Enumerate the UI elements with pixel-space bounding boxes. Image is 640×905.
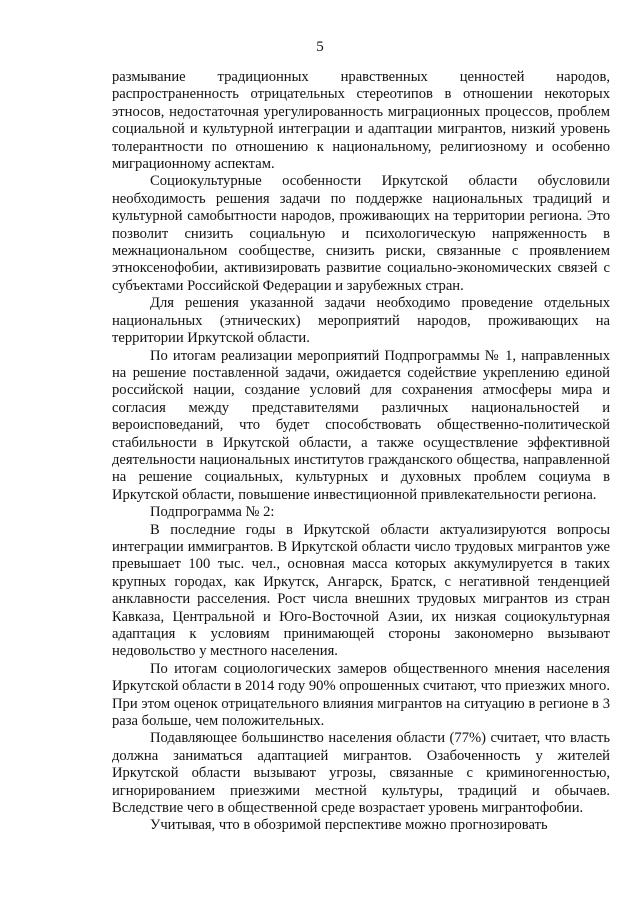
subprogram-2-heading: Подпрограмма № 2: (150, 504, 275, 521)
paragraph-2: Социокультурные особенности Иркутской области обусловили необходимость решения задачи по поддержке национальных традиций и культурной самобытности народов, проживающих на территории региона. Это позволит снизить социальную и психологическую напряженность в межнациональном сообществе, снизить риски, связанные с проявлением этноксенофобии, активизировать развитие социально-экономических связей с субъектами Российской Федерации и зарубежных стран. (112, 173, 610, 294)
paragraph-1: размывание традиционных нравственных ценностей народов, распространенность отрицательных стереотипов в отношении некоторых этносов, недостаточная урегулированность миграционных процессов, проблем социальной и культурной интеграции и адаптации мигрантов, низкий уровень толерантности по отношению к национальному, религиозному и особенно миграционному аспектам. (112, 69, 610, 173)
paragraph-4: По итогам реализации мероприятий Подпрограммы № 1, направленных на решение поставленной задачи, ожидается содействие укреплению единой российской нации, создание условий для сохранения атмосферы мира и согласия между представителями различных национальностей и вероисповеданий, что будет способствовать общественно-политической стабильности в Иркутской области, а также осуществление эффективной деятельности национальных институтов гражданского общества, направленной на решение социальных, культурных и духовных проблем социума в Иркутской области, повышение инвестиционной привлекательности региона. (112, 347, 610, 503)
paragraph-9: Учитывая, что в обозримой перспективе можно прогнозировать (150, 817, 548, 834)
paragraph-6: В последние годы в Иркутской области актуализируются вопросы интеграции иммигрантов. В Иркутской области число трудовых мигрантов уже превышает 100 тыс. чел., основная масса которых аккумулируется в таких крупных городах, как Иркутск, Ангарск, Братск, с негативной тенденцией анклавности расселения. Рост числа внешних трудовых мигрантов из стран Кавказа, Центральной и Юго-Восточной Азии, их низкая социокультурная адаптация к условиям принимающей стороны закономерно вызывают недовольство у местного населения. (112, 521, 610, 660)
paragraph-8: Подавляющее большинство населения области (77%) считает, что власть должна заниматься адаптацией мигрантов. Озабоченность у жителей Иркутской области вызывают угрозы, связанные с криминогенностью, игнорированием приезжими местной культуры, традиций и обычаев. Вследствие чего в общественной среде возрастает уровень мигрантофобии. (112, 730, 610, 817)
document-body (112, 69, 610, 835)
paragraph-3: Для решения указанной задачи необходимо проведение отдельных национальных (этнических) мероприятий народов, проживающих на территории Иркутской области. (112, 295, 610, 347)
paragraph-7: По итогам социологических замеров общественного мнения населения Иркутской области в 2014 году 90% опрошенных считают, что приезжих много. При этом оценок отрицательного влияния мигрантов на ситуацию в регионе в 3 раза больше, чем положительных. (112, 660, 610, 730)
page-number: 5 (316, 39, 324, 55)
